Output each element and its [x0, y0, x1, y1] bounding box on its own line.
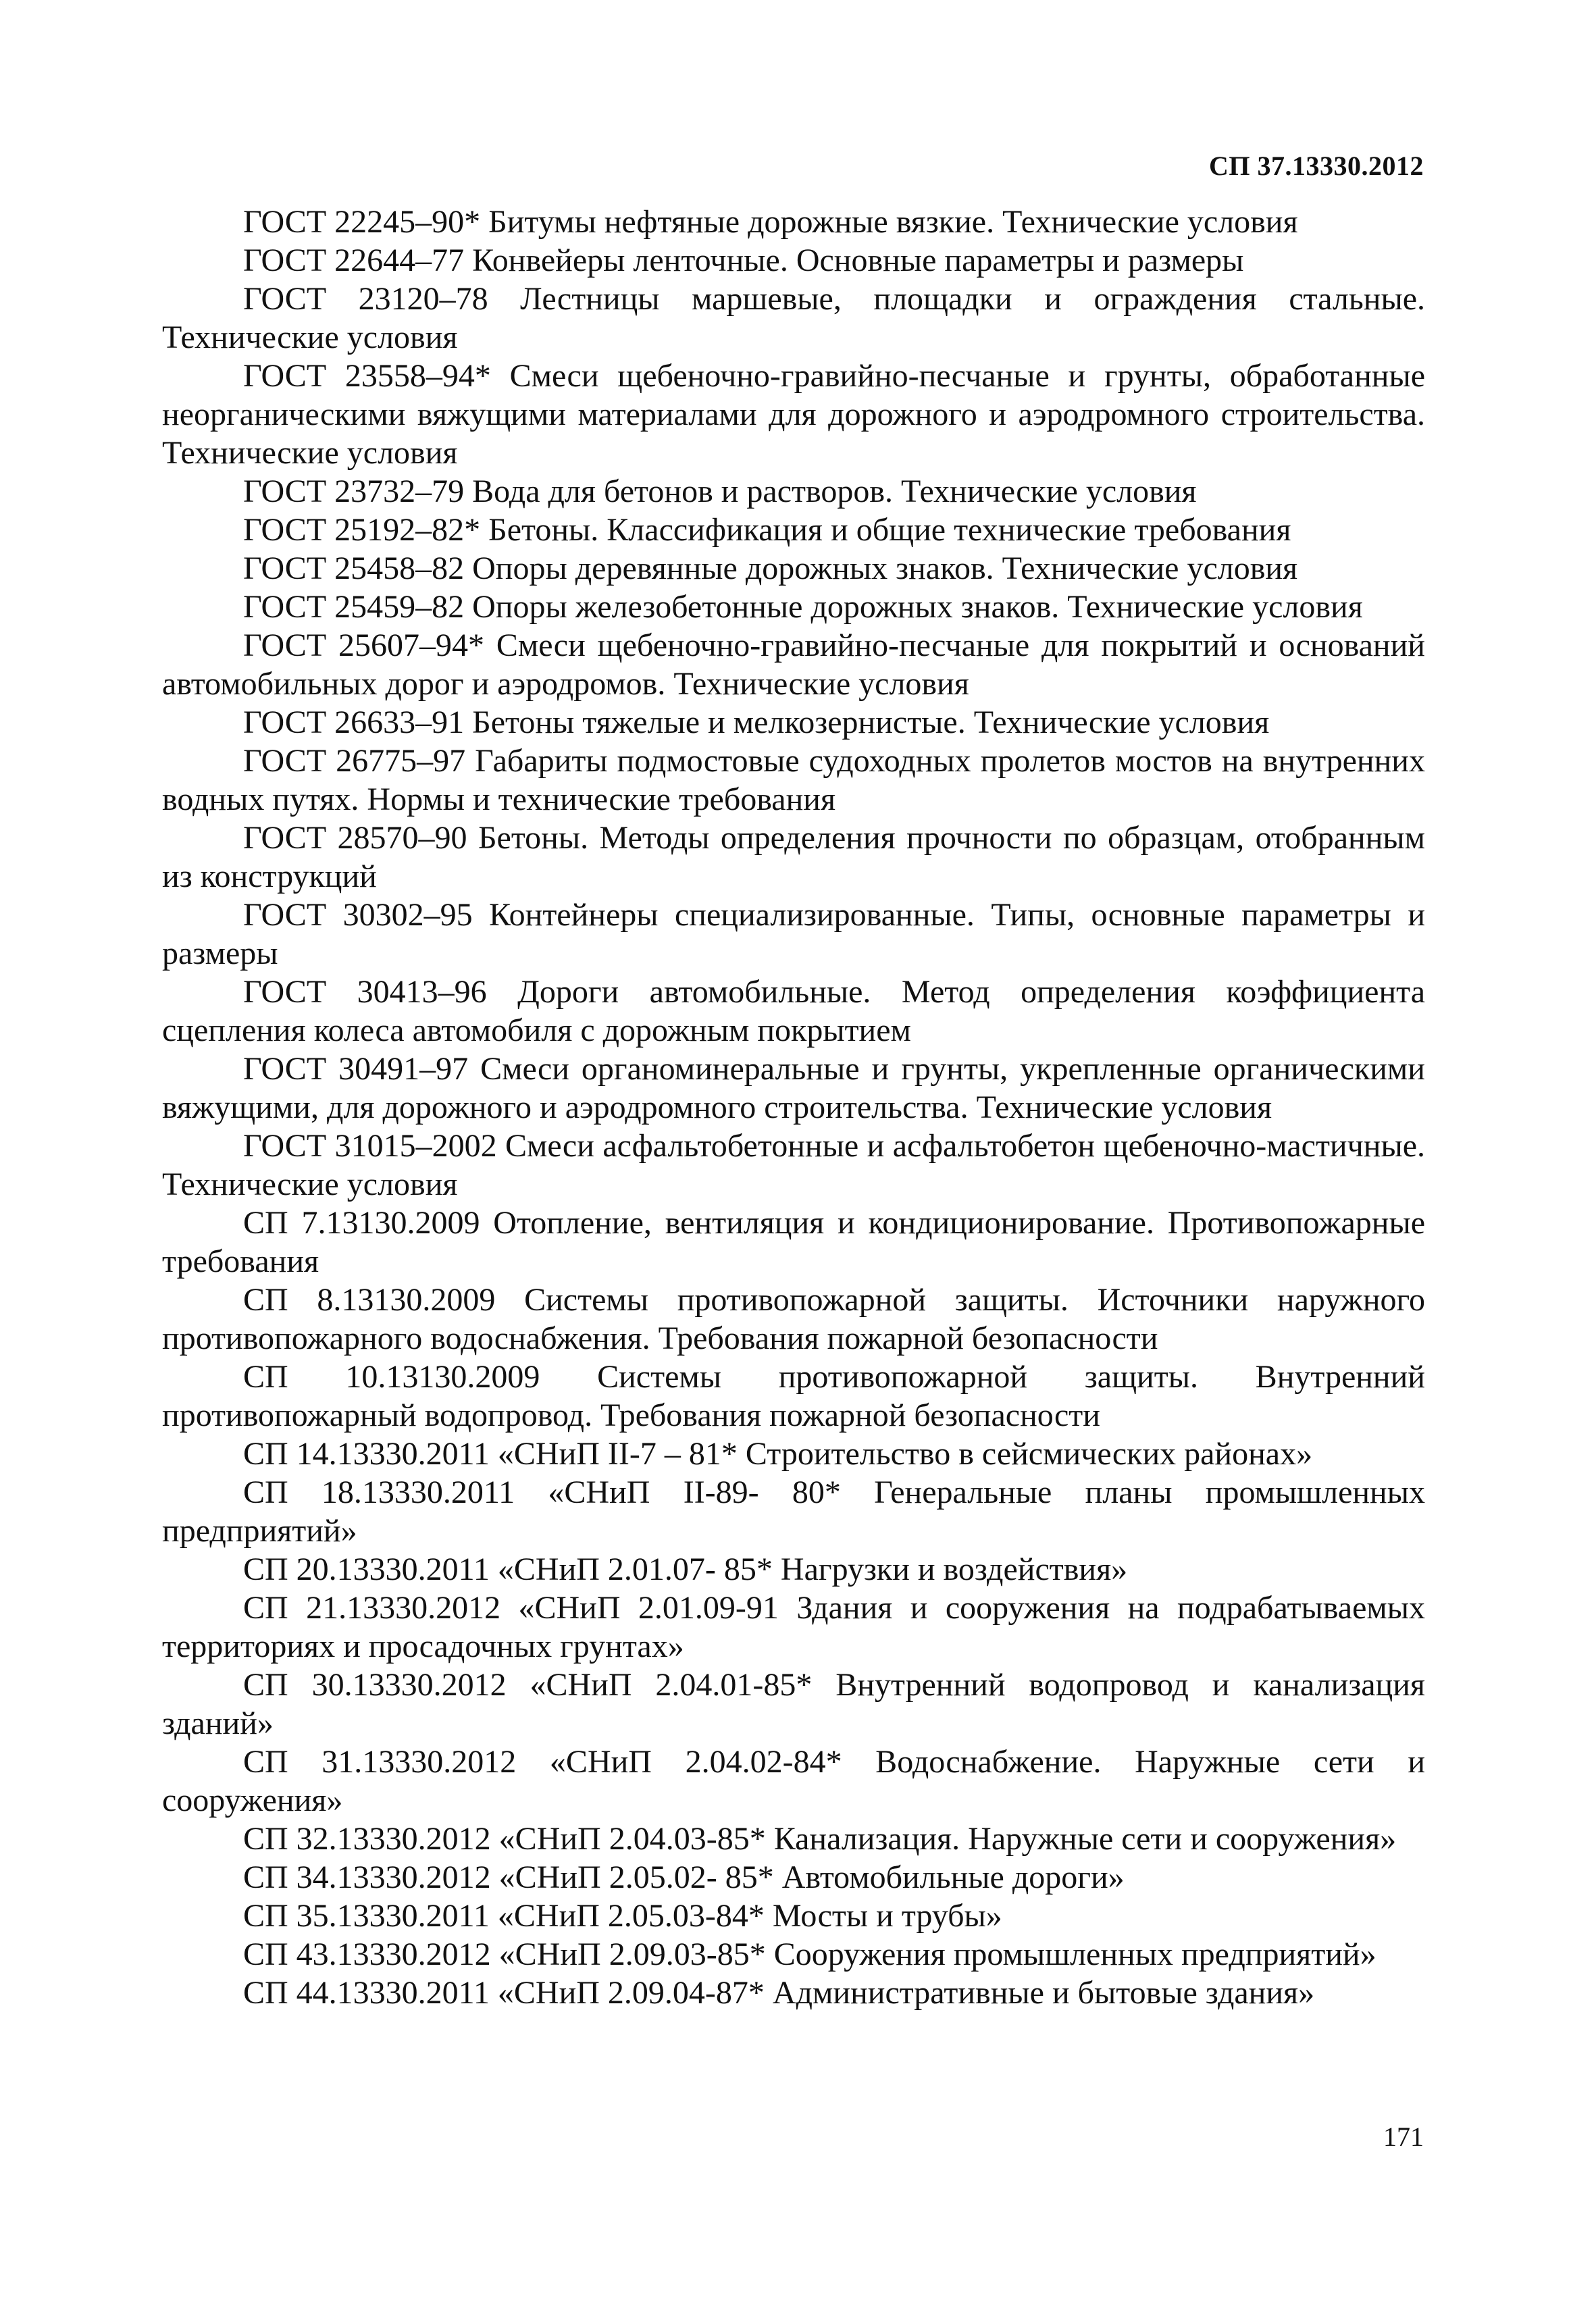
reference-entry: СП 7.13130.2009 Отопление, вентиляция и кондиционирование. Противопожарные требования	[162, 1205, 1425, 1279]
reference-entry: СП 14.13330.2011 «СНиП II-7 – 81* Строительство в сейсмических районах»	[243, 1436, 1313, 1472]
page-number: 171	[1383, 2122, 1424, 2152]
reference-entry: СП 30.13330.2012 «СНиП 2.04.01-85* Внутренний водопровод и канализация зданий»	[162, 1667, 1425, 1741]
reference-entry: ГОСТ 25459–82 Опоры железобетонные дорожных знаков. Технические условия	[243, 589, 1363, 625]
reference-entry: ГОСТ 22644–77 Конвейеры ленточные. Основные параметры и размеры	[243, 242, 1244, 278]
reference-entry: ГОСТ 23120–78 Лестницы маршевые, площадки и ограждения стальные. Технические условия	[162, 281, 1425, 355]
reference-entry: ГОСТ 23558–94* Смеси щебеночно-гравийно-песчаные и грунты, обработанные неорганическими вяжущими материалами для дорожного и аэродромного строительства. Технические условия	[162, 358, 1425, 471]
reference-entry: СП 10.13130.2009 Системы противопожарной защиты. Внутренний противопожарный водопровод. Требования пожарной безопасности	[162, 1359, 1425, 1433]
reference-entry: ГОСТ 22245–90* Битумы нефтяные дорожные вязкие. Технические условия	[243, 204, 1298, 240]
reference-entry: ГОСТ 30302–95 Контейнеры специализированные. Типы, основные параметры и размеры	[162, 897, 1425, 971]
reference-entry: СП 8.13130.2009 Системы противопожарной защиты. Источники наружного противопожарного водоснабжения. Требования пожарной безопасности	[162, 1282, 1425, 1356]
reference-entry: СП 21.13330.2012 «СНиП 2.01.09-91 Здания и сооружения на подрабатываемых территориях и просадочных грунтах»	[162, 1590, 1425, 1664]
reference-entry: СП 35.13330.2011 «СНиП 2.05.03-84* Мосты и трубы»	[243, 1898, 1002, 1934]
reference-entry: СП 43.13330.2012 «СНиП 2.09.03-85* Сооружения промышленных предприятий»	[243, 1936, 1376, 1972]
reference-entry: ГОСТ 31015–2002 Смеси асфальтобетонные и асфальтобетон щебеночно-мастичные. Технические условия	[162, 1128, 1425, 1202]
reference-entry: ГОСТ 25607–94* Смеси щебеночно-гравийно-песчаные для покрытий и оснований автомобильных дорог и аэродромов. Технические условия	[162, 627, 1425, 702]
reference-entry: ГОСТ 23732–79 Вода для бетонов и растворов. Технические условия	[243, 473, 1197, 509]
reference-entry: ГОСТ 25458–82 Опоры деревянные дорожных знаков. Технические условия	[243, 550, 1298, 586]
reference-entry: СП 34.13330.2012 «СНиП 2.05.02- 85* Автомобильные дороги»	[243, 1859, 1125, 1895]
reference-entry: ГОСТ 26775–97 Габариты подмостовые судоходных пролетов мостов на внутренних водных путях. Нормы и технические требования	[162, 743, 1425, 817]
reference-entry: ГОСТ 30491–97 Смеси органоминеральные и грунты, укрепленные органическими вяжущими, для дорожного и аэродромного строительства. Технические условия	[162, 1051, 1425, 1125]
reference-entry: СП 20.13330.2011 «СНиП 2.01.07- 85* Нагрузки и воздействия»	[243, 1551, 1128, 1587]
document-code-header: СП 37.13330.2012	[1209, 151, 1424, 181]
reference-entry: ГОСТ 26633–91 Бетоны тяжелые и мелкозернистые. Технические условия	[243, 704, 1270, 740]
reference-entry: СП 44.13330.2011 «СНиП 2.09.04-87* Административные и бытовые здания»	[243, 1975, 1315, 2011]
reference-entry: ГОСТ 25192–82* Бетоны. Классификация и общие технические требования	[243, 512, 1291, 548]
reference-entry: ГОСТ 28570–90 Бетоны. Методы определения прочности по образцам, отобранным из конструкций	[162, 820, 1425, 894]
reference-entry: СП 31.13330.2012 «СНиП 2.04.02-84* Водоснабжение. Наружные сети и сооружения»	[162, 1744, 1425, 1818]
reference-entry: СП 18.13330.2011 «СНиП II-89- 80* Генеральные планы промышленных предприятий»	[162, 1474, 1425, 1549]
normative-references-list	[162, 203, 1425, 2012]
reference-entry: СП 32.13330.2012 «СНиП 2.04.03-85* Канализация. Наружные сети и сооружения»	[243, 1821, 1397, 1857]
reference-entry: ГОСТ 30413–96 Дороги автомобильные. Метод определения коэффициента сцепления колеса автомобиля с дорожным покрытием	[162, 974, 1425, 1048]
